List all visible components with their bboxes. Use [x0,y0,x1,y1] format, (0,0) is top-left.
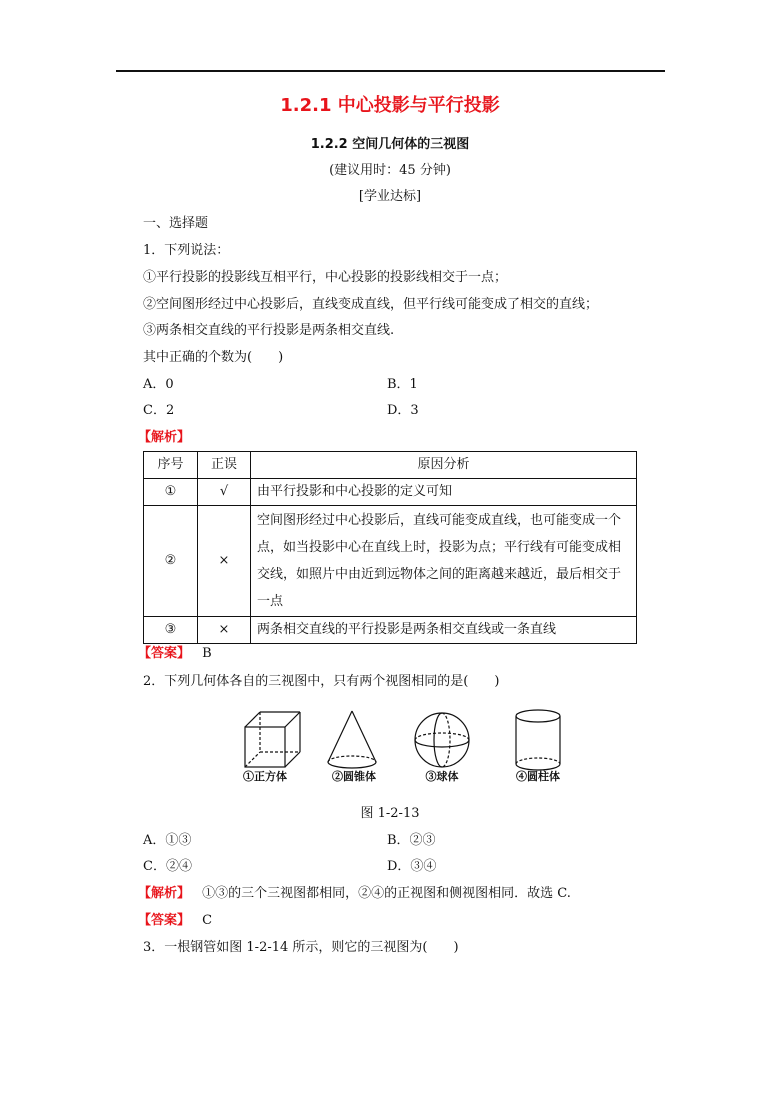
q2-option-c: C．②④ [143,859,192,874]
q2-option-d: D．③④ [387,859,437,874]
sphere-icon [415,713,469,767]
q1-stem: 1．下列说法： [143,243,230,258]
q2-answer-value: C [202,913,213,928]
q1-answer-label: 【答案】 [138,646,191,661]
q2-stem: 2．下列几何体各自的三视图中，只有两个视图相同的是( ) [143,674,500,689]
q1-answer [138,642,212,661]
q2-answer [138,909,212,928]
section-heading: 一、选择题 [143,216,209,231]
figure-caption: 图 1-2-13 [360,806,420,821]
figure-label-cone: ②圆锥体 [332,770,376,783]
table-cell-judge: × [198,617,251,644]
table-header: 原因分析 [251,452,637,479]
page-title: 1.2.1 中心投影与平行投影 [280,95,500,116]
q2-analysis-text: ①③的三个三视图都相同，②④的正视图和侧视图相同．故选 C. [202,886,571,901]
table-cell-reason: 由平行投影和中心投影的定义可知 [251,479,637,506]
table-cell-reason: 空间图形经过中心投影后，直线可能变成直线，也可能变成一个点，如当投影中心在直线上时，投影为点；平行线有可能变成相交线，如照片中由近到远物体之间的距离越来越近，最后相交于一点 [251,506,637,617]
table-cell-no: ③ [144,617,198,644]
table-header: 正误 [198,452,251,479]
top-rule [116,70,665,72]
analysis-table [143,451,637,644]
table-cell-reason: 两条相交直线的平行投影是两条相交直线或一条直线 [251,617,637,644]
q1-analysis-label: 【解析】 [138,430,191,445]
q1-statement-2: ②空间图形经过中心投影后，直线变成直线，但平行线可能变成了相交的直线； [143,297,599,312]
table-cell-no: ① [144,479,198,506]
figure-label-sphere: ③球体 [425,770,459,783]
table-header: 序号 [144,452,198,479]
q1-option-a: A．0 [143,377,174,392]
q2-analysis-label: 【解析】 [138,886,191,901]
table-cell-judge: × [198,506,251,617]
q1-option-d: D．3 [387,403,419,418]
q2-option-a: A．①③ [143,833,192,848]
page-subtitle: 1.2.2 空间几何体的三视图 [310,137,470,152]
table-row [144,506,637,617]
q1-question: 其中正确的个数为( ) [143,350,284,365]
q2-option-b: B．②③ [387,833,436,848]
figure-label-cube: ①正方体 [243,770,287,783]
table-cell-no: ② [144,506,198,617]
q2-answer-label: 【答案】 [138,913,191,928]
q1-option-c: C．2 [143,403,175,418]
q2-analysis [138,882,571,901]
table-cell-judge: √ [198,479,251,506]
cube-icon [245,712,300,767]
time-note: (建议用时：45 分钟) [329,163,451,178]
figure-label-cylinder: ④圆柱体 [516,770,560,783]
cylinder-icon [516,710,560,770]
section-tag: [学业达标] [358,189,422,204]
cone-icon [328,711,376,768]
table-header-row [144,452,637,479]
q3-stem: 3．一根钢管如图 1-2-14 所示，则它的三视图为( ) [143,940,459,955]
q1-answer-value: B [202,646,212,661]
q1-statement-1: ①平行投影的投影线互相平行，中心投影的投影线相交于一点； [143,270,508,285]
q1-statement-3: ③两条相交直线的平行投影是两条相交直线. [143,323,395,338]
table-row [144,479,637,506]
q1-option-b: B．1 [387,377,418,392]
table-row [144,617,637,644]
